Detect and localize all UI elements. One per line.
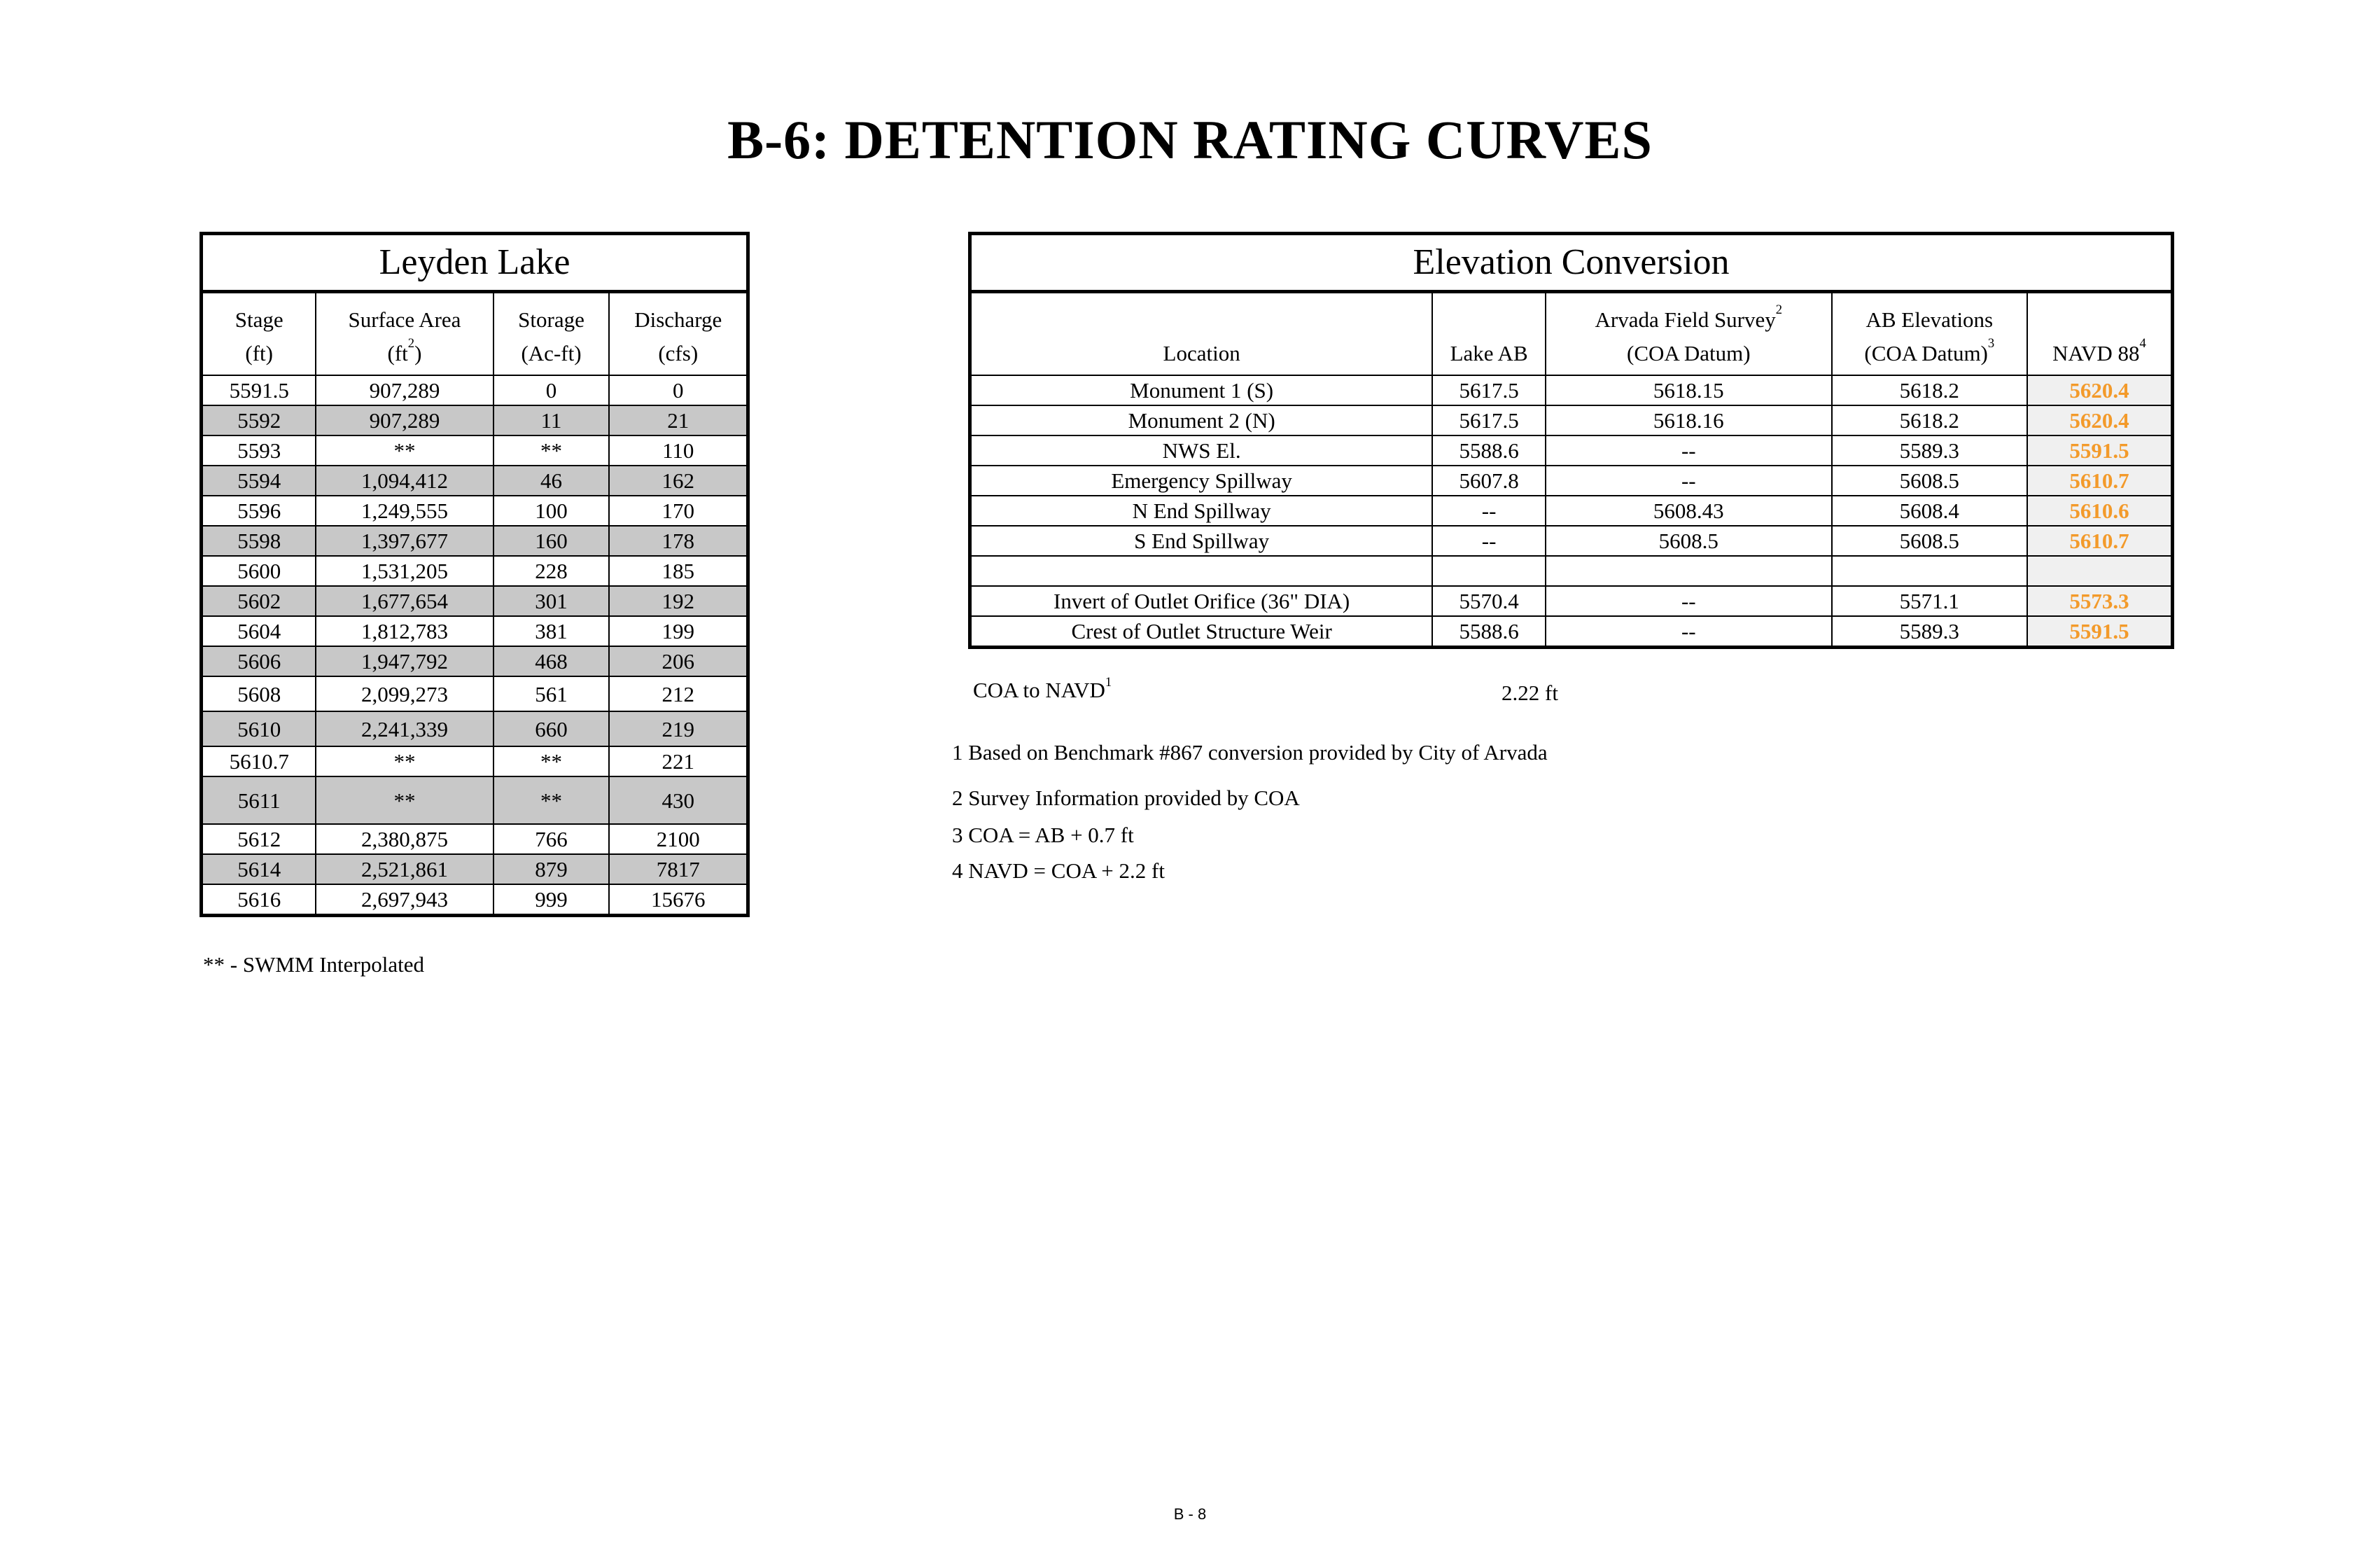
table-cell: 178: [609, 526, 748, 556]
table-cell: 5618.2: [1832, 405, 2027, 435]
table-cell: 5617.5: [1432, 405, 1546, 435]
navd-cell: 5620.4: [2027, 375, 2173, 405]
header-navd-88: NAVD $88^4$: [2027, 292, 2173, 376]
table-cell: 5600: [202, 556, 316, 586]
table-cell: 7817: [609, 854, 748, 884]
table-cell: --: [1546, 586, 1832, 616]
table-cell: 1,812,783: [316, 616, 493, 646]
table-cell: --: [1546, 616, 1832, 648]
table-cell: --: [1432, 526, 1546, 556]
navd-cell: 5610.6: [2027, 496, 2173, 526]
table-cell: 660: [493, 711, 610, 746]
table-row: [202, 405, 748, 435]
table-cell: **: [493, 776, 610, 824]
table-cell: 5588.6: [1432, 435, 1546, 466]
table-cell: 5589.3: [1832, 616, 2027, 648]
table-cell: 5594: [202, 466, 316, 496]
elev-title-row: [970, 234, 2173, 292]
table-cell: 5608.43: [1546, 496, 1832, 526]
table-cell: --: [1432, 496, 1546, 526]
table-cell: 766: [493, 824, 610, 854]
table-row: [202, 676, 748, 711]
navd-cell: 5620.4: [2027, 405, 2173, 435]
note-1: 1 Based on Benchmark #867 conversion provided by City of Arvada: [952, 740, 1548, 765]
table-row: [970, 375, 2173, 405]
navd-cell: 5610.7: [2027, 466, 2173, 496]
table-row: [202, 586, 748, 616]
table-cell: 1,397,677: [316, 526, 493, 556]
leyden-lake-table: [200, 232, 750, 917]
table-cell: **: [316, 435, 493, 466]
table-row: [202, 824, 748, 854]
table-cell: 160: [493, 526, 610, 556]
table-cell: 5592: [202, 405, 316, 435]
table-cell: 219: [609, 711, 748, 746]
leyden-table-title: Leyden Lake: [202, 234, 748, 292]
table-cell: 561: [493, 676, 610, 711]
table-cell: 5612: [202, 824, 316, 854]
table-cell: S End Spillway: [970, 526, 1433, 556]
header-stage: Stage (ft): [202, 292, 316, 376]
table-row: [202, 711, 748, 746]
header-discharge: Discharge (cfs): [609, 292, 748, 376]
table-cell: NWS El.: [970, 435, 1433, 466]
table-cell: 5618.15: [1546, 375, 1832, 405]
header-surface-area: Surface Area $(ft^2)$: [316, 292, 493, 376]
table-cell: [1432, 556, 1546, 586]
coa-to-navd-value: 2.22 ft: [1502, 681, 1558, 705]
table-row: [202, 646, 748, 676]
table-cell: 907,289: [316, 375, 493, 405]
table-cell: 2,099,273: [316, 676, 493, 711]
table-cell: 15676: [609, 884, 748, 916]
table-cell: 2,380,875: [316, 824, 493, 854]
table-cell: 21: [609, 405, 748, 435]
table-cell: 5570.4: [1432, 586, 1546, 616]
table-cell: 999: [493, 884, 610, 916]
table-cell: 5608.5: [1832, 466, 2027, 496]
table-cell: **: [493, 435, 610, 466]
table-cell: --: [1546, 435, 1832, 466]
table-cell: 907,289: [316, 405, 493, 435]
elev-table-title: Elevation Conversion: [970, 234, 2173, 292]
table-cell: 192: [609, 586, 748, 616]
table-cell: 199: [609, 616, 748, 646]
table-cell: Monument 1 (S): [970, 375, 1433, 405]
table-row: [202, 776, 748, 824]
table-cell: 2,521,861: [316, 854, 493, 884]
swmm-footnote: ** - SWMM Interpolated: [203, 952, 424, 977]
table-cell: [1832, 556, 2027, 586]
table-cell: **: [316, 776, 493, 824]
table-cell: 5588.6: [1432, 616, 1546, 648]
table-cell: 11: [493, 405, 610, 435]
table-cell: 5608.5: [1546, 526, 1832, 556]
navd-cell: 5610.7: [2027, 526, 2173, 556]
table-cell: 5606: [202, 646, 316, 676]
table-cell: 1,677,654: [316, 586, 493, 616]
table-cell: 5571.1: [1832, 586, 2027, 616]
table-row: [202, 375, 748, 405]
table-cell: 5598: [202, 526, 316, 556]
table-cell: 301: [493, 586, 610, 616]
table-row: [970, 435, 2173, 466]
table-cell: 381: [493, 616, 610, 646]
table-cell: 5610.7: [202, 746, 316, 776]
table-cell: 1,531,205: [316, 556, 493, 586]
table-cell: 5591.5: [202, 375, 316, 405]
table-row: [970, 526, 2173, 556]
table-row: [970, 496, 2173, 526]
table-row: [202, 526, 748, 556]
table-cell: 170: [609, 496, 748, 526]
page-title: B-6: DETENTION RATING CURVES: [727, 109, 1653, 170]
table-row: [970, 586, 2173, 616]
table-cell: 5608: [202, 676, 316, 711]
table-cell: 5607.8: [1432, 466, 1546, 496]
coa-to-navd-label: COA to NAVD$^1$: [973, 675, 1112, 702]
leyden-title-row: [202, 234, 748, 292]
table-cell: 5596: [202, 496, 316, 526]
navd-cell: 5591.5: [2027, 435, 2173, 466]
table-cell: 1,094,412: [316, 466, 493, 496]
table-cell: 430: [609, 776, 748, 824]
table-cell: **: [316, 746, 493, 776]
table-cell: 0: [609, 375, 748, 405]
table-cell: 468: [493, 646, 610, 676]
table-row: [202, 884, 748, 916]
table-cell: 2,697,943: [316, 884, 493, 916]
table-cell: Crest of Outlet Structure Weir: [970, 616, 1433, 648]
table-row: [970, 405, 2173, 435]
header-lake-ab: Lake AB: [1432, 292, 1546, 376]
table-cell: 5618.2: [1832, 375, 2027, 405]
table-row: [970, 556, 2173, 586]
table-cell: 185: [609, 556, 748, 586]
header-arvada-field-survey: Arvada Field Survey$^2$ (COA Datum): [1546, 292, 1832, 376]
table-row: [202, 496, 748, 526]
table-cell: Emergency Spillway: [970, 466, 1433, 496]
table-cell: 1,947,792: [316, 646, 493, 676]
table-cell: --: [1546, 466, 1832, 496]
navd-cell: 5591.5: [2027, 616, 2173, 648]
table-cell: 110: [609, 435, 748, 466]
table-cell: 1,249,555: [316, 496, 493, 526]
table-cell: 46: [493, 466, 610, 496]
table-cell: 5618.16: [1546, 405, 1832, 435]
table-cell: 5593: [202, 435, 316, 466]
table-cell: N End Spillway: [970, 496, 1433, 526]
table-row: [202, 556, 748, 586]
table-cell: 5608.5: [1832, 526, 2027, 556]
header-storage: Storage (Ac-ft): [493, 292, 610, 376]
table-cell: [970, 556, 1433, 586]
table-cell: 0: [493, 375, 610, 405]
table-cell: 2100: [609, 824, 748, 854]
table-cell: 221: [609, 746, 748, 776]
table-cell: 5617.5: [1432, 375, 1546, 405]
table-cell: 5611: [202, 776, 316, 824]
table-cell: 212: [609, 676, 748, 711]
table-cell: 100: [493, 496, 610, 526]
elev-header-row: [970, 292, 2173, 376]
table-cell: 228: [493, 556, 610, 586]
header-ab-elevations: AB Elevations (COA Datum)$^3$: [1832, 292, 2027, 376]
navd-cell: [2027, 556, 2173, 586]
navd-cell: 5573.3: [2027, 586, 2173, 616]
table-row: [202, 616, 748, 646]
table-cell: 5614: [202, 854, 316, 884]
note-3: 3 COA = AB + 0.7 ft: [952, 823, 1134, 847]
table-cell: 5589.3: [1832, 435, 2027, 466]
table-cell: 162: [609, 466, 748, 496]
table-row: [202, 746, 748, 776]
table-row: [970, 466, 2173, 496]
table-row: [202, 466, 748, 496]
note-4: 4 NAVD = COA + 2.2 ft: [952, 858, 1165, 883]
table-row: [202, 435, 748, 466]
table-cell: 5610: [202, 711, 316, 746]
table-row: [970, 616, 2173, 648]
table-cell: 5616: [202, 884, 316, 916]
note-2: 2 Survey Information provided by COA: [952, 786, 1300, 810]
table-cell: 2,241,339: [316, 711, 493, 746]
table-cell: 879: [493, 854, 610, 884]
table-cell: 5602: [202, 586, 316, 616]
leyden-header-row: [202, 292, 748, 376]
table-cell: [1546, 556, 1832, 586]
header-location: Location: [970, 292, 1433, 376]
table-cell: 5608.4: [1832, 496, 2027, 526]
elevation-conversion-table: [968, 232, 2174, 649]
table-cell: Invert of Outlet Orifice (36" DIA): [970, 586, 1433, 616]
table-row: [202, 854, 748, 884]
table-cell: Monument 2 (N): [970, 405, 1433, 435]
table-cell: **: [493, 746, 610, 776]
page-number: B - 8: [1173, 1505, 1207, 1523]
table-cell: 5604: [202, 616, 316, 646]
table-cell: 206: [609, 646, 748, 676]
